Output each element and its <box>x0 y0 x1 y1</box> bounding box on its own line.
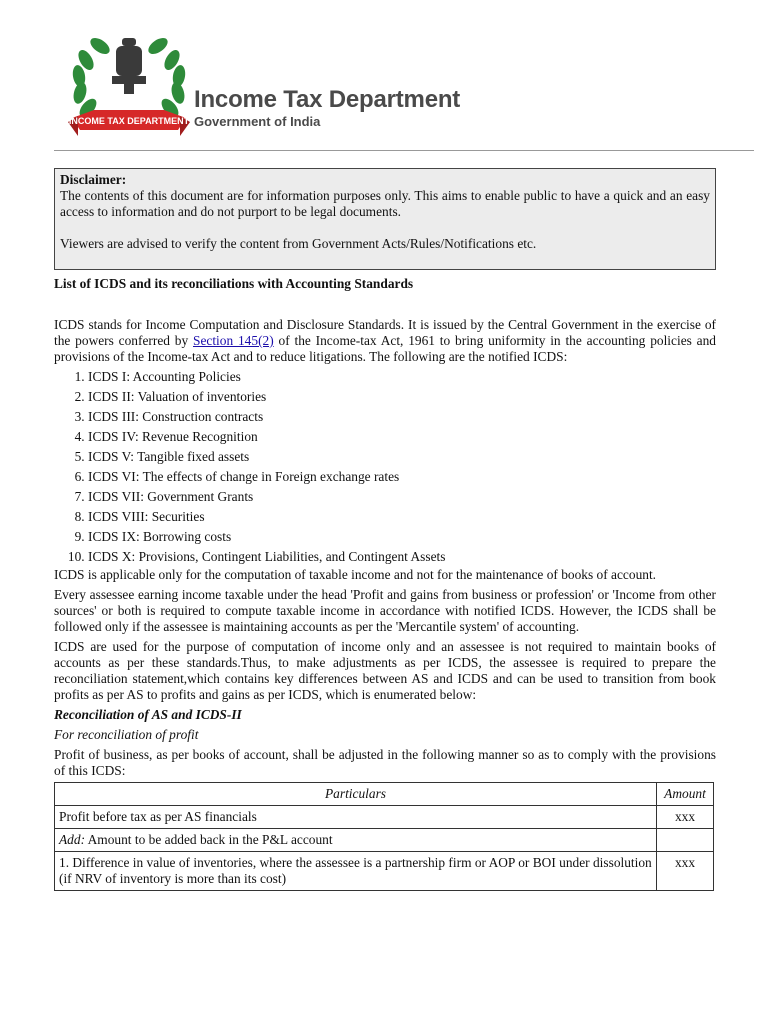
reconciliation-subheading: For reconciliation of profit <box>54 727 199 742</box>
list-item: 2. ICDS II: Valuation of inventories <box>88 387 716 407</box>
disclaimer-box <box>54 168 716 270</box>
list-item: 1. ICDS I: Accounting Policies <box>88 367 716 387</box>
list-item: 5. ICDS V: Tangible fixed assets <box>88 447 716 467</box>
reconciliation-table <box>54 782 714 891</box>
intro-paragraph: ICDS stands for Income Computation and Disclosure Standards. It is issued by the Central Government in the exercise of the powers conferred by Section 145(2) of the Income-tax Act, 1961 to bring uniformity in the accounting policies and provisions of the Income-tax Act and to reduce litigations. The following are the notified ICDS: <box>54 317 716 364</box>
column-header-particulars: Particulars <box>55 783 657 806</box>
department-title: Income Tax Department <box>194 86 461 113</box>
disclaimer-label: Disclaimer: <box>60 172 127 187</box>
list-item: 6. ICDS VI: The effects of change in Foreign exchange rates <box>88 467 716 487</box>
department-subtitle: Government of India <box>194 114 321 129</box>
icds-list <box>54 367 716 567</box>
table-cell: Add: Amount to be added back in the P&L account <box>55 829 657 852</box>
list-item: 7. ICDS VII: Government Grants <box>88 487 716 507</box>
table-cell: 1. Difference in value of inventories, where the assessee is a partnership firm or AOP or BOI under dissolution (if NRV of inventory is more than its cost) <box>55 852 657 891</box>
section-145-2-link[interactable]: Section 145(2) <box>193 333 274 348</box>
reconciliation-intro: Profit of business, as per books of account, shall be adjusted in the following manner so as to comply with the provisions of this ICDS: <box>54 747 716 778</box>
table-cell-amount: xxx <box>657 852 714 891</box>
disclaimer-text-2: Viewers are advised to verify the content from Government Acts/Rules/Notifications etc. <box>60 236 537 251</box>
table-cell: Profit before tax as per AS financials <box>55 806 657 829</box>
paragraph-purpose: ICDS are used for the purpose of computation of income only and an assessee is not required to maintain books of accounts as per these standards.Thus, to make adjustments as per ICDS, the assessee is required to prepare the reconciliation statement,which contains key differences between AS and ICDS and can be used to transition from book profits as per AS to profits and gains as per ICDS, which is enumerated below: <box>54 639 716 702</box>
list-item: 4. ICDS IV: Revenue Recognition <box>88 427 716 447</box>
column-header-amount: Amount <box>657 783 714 806</box>
page-heading: List of ICDS and its reconciliations with Accounting Standards <box>54 276 414 291</box>
table-row <box>55 852 714 891</box>
paragraph-applicability: ICDS is applicable only for the computation of taxable income and not for the maintenance of books of account. <box>54 567 657 582</box>
table-row <box>55 829 714 852</box>
table-cell-amount: xxx <box>657 806 714 829</box>
main-content <box>54 276 716 891</box>
emblem-ribbon-text: INCOME TAX DEPARTMENT <box>68 116 190 126</box>
reconciliation-heading: Reconciliation of AS and ICDS-II <box>54 707 242 722</box>
list-item: 3. ICDS III: Construction contracts <box>88 407 716 427</box>
page-header <box>0 0 768 150</box>
list-item: 9. ICDS IX: Borrowing costs <box>88 527 716 547</box>
list-item: 10. ICDS X: Provisions, Contingent Liabilities, and Contingent Assets <box>88 547 716 567</box>
header-divider <box>54 150 754 151</box>
paragraph-assessee: Every assessee earning income taxable under the head 'Profit and gains from business or profession' or 'Income from other sources' or both is required to compute taxable income in accordance with notified ICDS. However, the ICDS shall be followed only if the assessee is maintaining accounts as per the 'Mercantile system' of accounting. <box>54 587 716 634</box>
table-row <box>55 806 714 829</box>
disclaimer-text-1: The contents of this document are for information purposes only. This aims to enable public to have a quick and an easy access to information and do not purport to be legal documents. <box>60 188 710 219</box>
income-tax-emblem-logo <box>64 18 194 148</box>
table-cell-amount <box>657 829 714 852</box>
list-item: 8. ICDS VIII: Securities <box>88 507 716 527</box>
table-header-row <box>55 783 714 806</box>
